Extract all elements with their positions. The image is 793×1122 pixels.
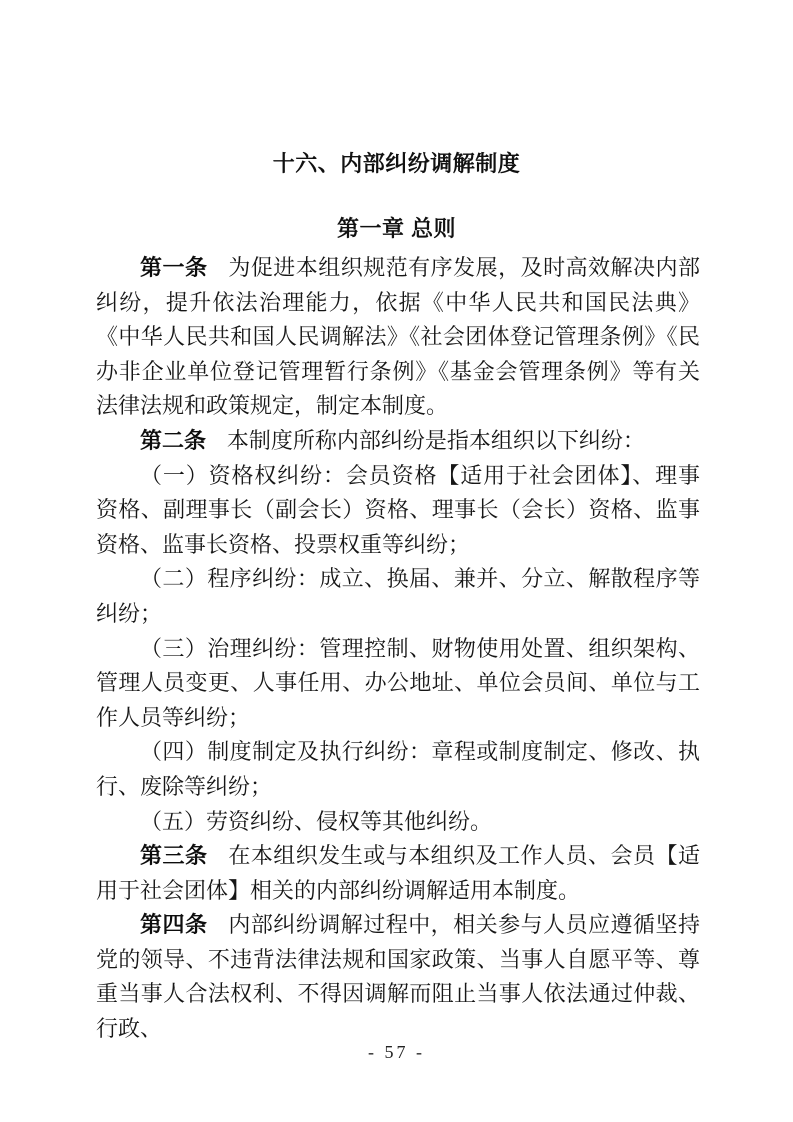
page-number: - 57 - xyxy=(368,1042,425,1062)
paragraph: （三）治理纠纷：管理控制、财物使用处置、组织架构、管理人员变更、人事任用、办公地址、单位会员间、单位与工作人员等纠纷； xyxy=(96,635,700,730)
article-label: 第二条 xyxy=(140,427,207,453)
paragraph: （一）资格权纠纷：会员资格【适用于社会团体】、理事资格、副理事长（副会长）资格、理事长（会长）资格、监事资格、监事长资格、投票权重等纠纷； xyxy=(96,462,700,557)
paragraph: （五）劳资纠纷、侵权等其他纠纷。 xyxy=(140,808,493,834)
document-body xyxy=(96,251,700,1047)
document-title: 十六、内部纠纷调解制度 xyxy=(272,151,521,176)
paragraph: 第二条 本制度所称内部纠纷是指本组织以下纠纷： xyxy=(140,427,645,453)
paragraph: 第三条 在本组织发生或与本组织及工作人员、会员【适用于社会团体】相关的内部纠纷调解适用本制度。 xyxy=(96,843,700,903)
paragraph: 第四条 内部纠纷调解过程中，相关参与人员应遵循坚持党的领导、不违背法律法规和国家政策、当事人自愿平等、尊重当事人合法权利、不得因调解而阻止当事人依法通过仲裁、行政、 xyxy=(96,912,700,1042)
paragraph: 第一条 为促进本组织规范有序发展，及时高效解决内部纠纷，提升依法治理能力，依据《中华人民共和国民法典》《中华人民共和国人民调解法》《社会团体登记管理条例》《民办非企业单位登记管理暂行条例》《基金会管理条例》等有关法律法规和政策规定，制定本制度。 xyxy=(96,255,700,419)
chapter-heading: 第一章 总则 xyxy=(336,216,457,241)
paragraph: （四）制度制定及执行纠纷：章程或制度制定、修改、执行、废除等纠纷； xyxy=(96,739,700,799)
article-label: 第一条 xyxy=(140,255,208,280)
article-label: 第三条 xyxy=(140,843,208,869)
article-label: 第四条 xyxy=(140,912,208,938)
paragraph: （二）程序纠纷：成立、换届、兼并、分立、解散程序等纠纷； xyxy=(96,566,700,626)
